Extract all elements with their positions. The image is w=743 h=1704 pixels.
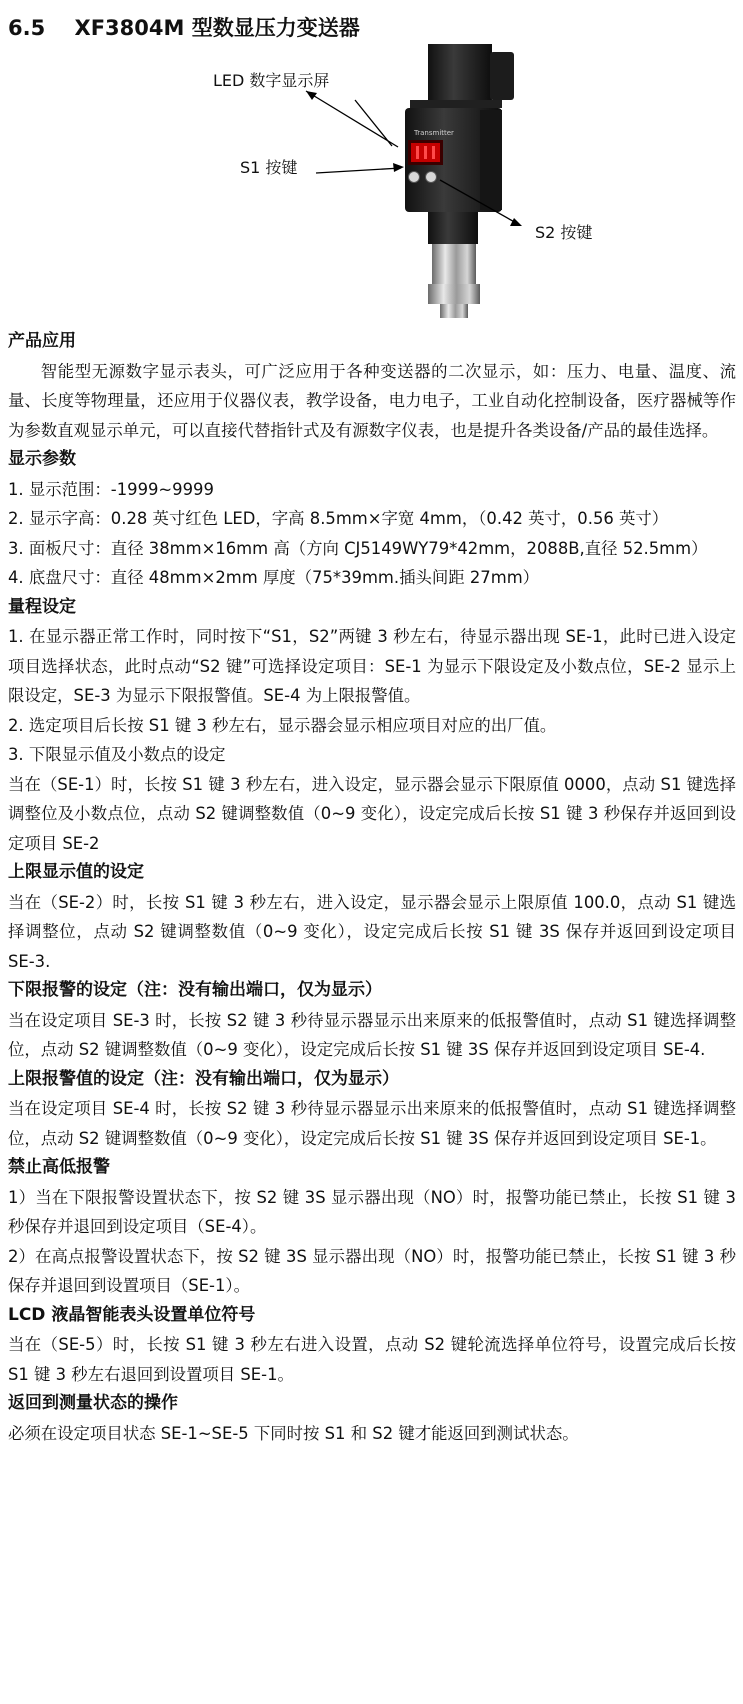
paragraph: 当在设定项目 SE-3 时，长按 S2 键 3 秒待显示器显示出来原来的低报警值时，点动 S1 键选择调整位，点动 S2 键调整数值（0~9 变化），设定完成后长按 S1 键 3S 保存并返回到设定项目 SE-4. <box>8 1010 736 1059</box>
s2-button-icon <box>426 172 437 183</box>
section-heading: 量程设定 <box>8 596 76 617</box>
section-heading: 返回到测量状态的操作 <box>8 1393 178 1413</box>
product-figure <box>0 40 743 325</box>
led-display-label: LED 数字显示屏 <box>213 71 330 90</box>
led-display-icon <box>408 140 443 165</box>
section-heading: 上限报警值的设定（注：没有输出端口，仅为显示） <box>8 1068 399 1089</box>
s1-button-label: S1 按键 <box>240 158 298 177</box>
paragraph: 智能型无源数字显示表头，可广泛应用于各种变送器的二次显示，如：压力、电量、温度、流量、长度等物理量，还应用于仪器仪表，教学设备，电力电子，工业自动化控制设备，医疗器械等作为参数直观显示单元，可以直接代替指针式及有源数字仪表，也是提升各类设备/产品的最佳选择。 <box>8 361 736 440</box>
list-item: 3. 面板尺寸：直径 38mm×16mm 高（方向 CJ5149WY79*42mm，2088B,直径 52.5mm） <box>8 538 708 558</box>
list-item: 2. 选定项目后长按 S1 键 3 秒左右，显示器会显示相应项目对应的出厂值。 <box>8 715 557 735</box>
title-text: 型数显压力变送器 <box>191 16 360 40</box>
section-number: 6.5 <box>8 16 46 40</box>
transmitter-image <box>0 40 743 325</box>
section-heading: 产品应用 <box>8 331 76 351</box>
list-item: 1）当在下限报警设置状态下，按 S2 键 3S 显示器出现（NO）时，报警功能已禁止，长按 S1 键 3 秒保存并退回到设定项目（SE-4）。 <box>8 1187 736 1236</box>
s1-button-icon <box>409 172 420 183</box>
page-title <box>8 12 360 42</box>
list-item: 2. 显示字高：0.28 英寸红色 LED，字高 8.5mm×字宽 4mm，（0.42 英寸，0.56 英寸） <box>8 509 669 528</box>
paragraph: 当在（SE-2）时，长按 S1 键 3 秒左右，进入设定，显示器会显示上限原值 100.0，点动 S1 键选择调整位，点动 S2 键调整数值（0~9 变化），设定完成后长按 S1 键 3S 保存并返回到设定项目 SE-3. <box>8 892 736 971</box>
paragraph: 必须在设定项目状态 SE-1~SE-5 下同时按 S1 和 S2 键才能返回到测试状态。 <box>8 1423 579 1443</box>
section-heading: 显示参数 <box>8 449 76 469</box>
connector-plug-icon <box>410 44 514 108</box>
list-item: 2）在高点报警设置状态下，按 S2 键 3S 显示器出现（NO）时，报警功能已禁止，长按 S1 键 3 秒保存并退回到设置项目（SE-1）。 <box>8 1246 736 1295</box>
device-panel-label: Transmitter <box>414 129 454 137</box>
model-name: XF3804M <box>74 16 185 40</box>
paragraph: 当在（SE-5）时，长按 S1 键 3 秒左右进入设置，点动 S2 键轮流选择单位符号，设置完成后长按 S1 键 3 秒左右退回到设置项目 SE-1。 <box>8 1335 736 1384</box>
list-item: 3. 下限显示值及小数点的设定 <box>8 745 226 764</box>
section-heading: 禁止高低报警 <box>8 1157 110 1177</box>
section-heading: 上限显示值的设定 <box>8 862 144 882</box>
sensor-body-icon <box>428 244 480 318</box>
paragraph: 当在（SE-1）时，长按 S1 键 3 秒左右，进入设定，显示器会显示下限原值 0000，点动 S1 键选择调整位及小数点位，点动 S2 键调整数值（0~9 变化），设定完成后长按 S1 键 3 秒保存并返回到设定项目 SE-2 <box>8 774 736 853</box>
paragraph: 当在设定项目 SE-4 时，长按 S2 键 3 秒待显示器显示出来原来的低报警值时，点动 S1 键选择调整位，点动 S2 键调整数值（0~9 变化），设定完成后长按 S1 键 3S 保存并返回到设定项目 SE-1。 <box>8 1099 736 1148</box>
list-item: 4. 底盘尺寸：直径 48mm×2mm 厚度（75*39mm.插头间距 27mm） <box>8 568 540 587</box>
list-item: 1. 在显示器正常工作时，同时按下“S1，S2”两键 3 秒左右，待显示器出现 SE-1，此时已进入设定项目选择状态，此时点动“S2 键”可选择设定项目：SE-1 为显示下限设定及小数点位，SE-2 显示上限设定，SE-3 为显示下限报警值。SE-4 为上限报警值。 <box>8 627 736 705</box>
manual-text <box>8 327 736 1448</box>
list-item: 1. 显示范围：-1999~9999 <box>8 479 214 499</box>
s2-button-label: S2 按键 <box>535 223 593 242</box>
section-heading: 下限报警的设定（注：没有输出端口，仅为显示） <box>8 980 382 1000</box>
section-heading: LCD 液晶智能表头设置单位符号 <box>8 1304 256 1325</box>
